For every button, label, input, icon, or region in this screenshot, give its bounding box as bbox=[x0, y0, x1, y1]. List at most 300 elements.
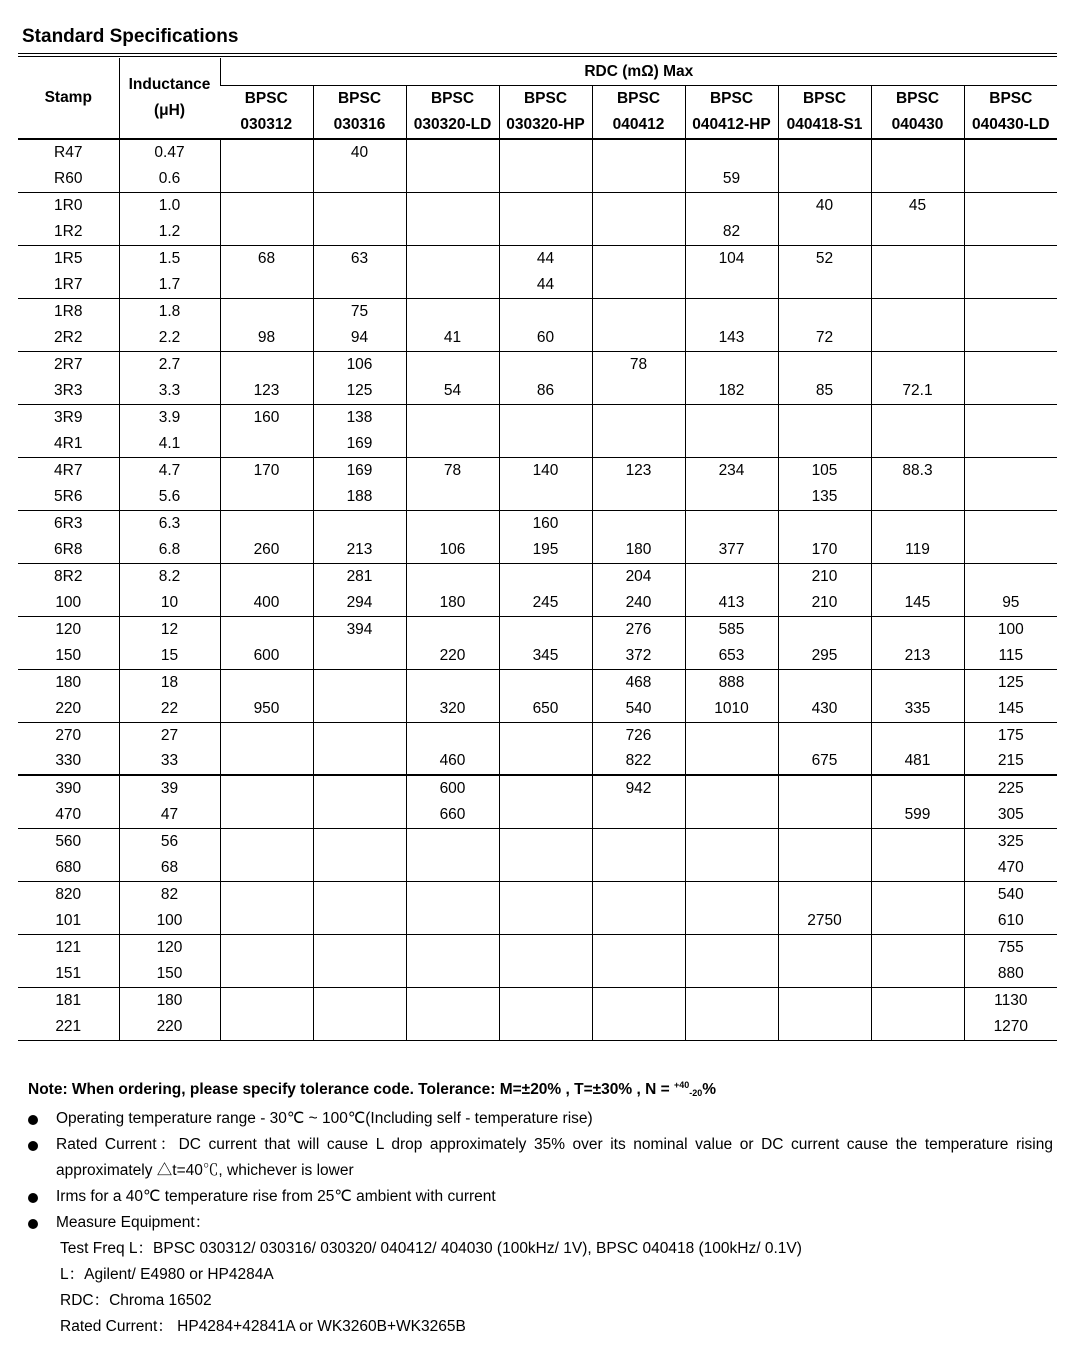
inductance-cell: 1.8 bbox=[119, 298, 220, 325]
rdc-cell bbox=[406, 139, 499, 166]
rdc-cell bbox=[592, 166, 685, 193]
column-header-series: BPSC bbox=[802, 90, 847, 107]
rdc-cell: 40 bbox=[778, 192, 871, 219]
table-row bbox=[18, 828, 1057, 855]
rdc-cell bbox=[871, 987, 964, 1014]
rdc-cell bbox=[313, 669, 406, 696]
rdc-cell bbox=[499, 139, 592, 166]
column-header-model: 030316 bbox=[333, 116, 386, 133]
rdc-cell bbox=[220, 484, 313, 511]
table-row bbox=[18, 802, 1057, 829]
rdc-cell bbox=[313, 510, 406, 537]
rdc-cell bbox=[685, 1014, 778, 1041]
column-header-series: BPSC bbox=[430, 90, 475, 107]
rdc-cell bbox=[871, 272, 964, 299]
rdc-cell bbox=[964, 457, 1057, 484]
rdc-cell: 295 bbox=[778, 643, 871, 670]
inductance-cell: 27 bbox=[119, 722, 220, 749]
column-header-series: BPSC bbox=[989, 90, 1033, 107]
rdc-cell: 123 bbox=[592, 457, 685, 484]
rdc-cell bbox=[313, 987, 406, 1014]
rdc-cell bbox=[871, 166, 964, 193]
rdc-cell bbox=[406, 192, 499, 219]
table-row bbox=[18, 510, 1057, 537]
rdc-cell bbox=[778, 855, 871, 882]
inductance-cell: 5.6 bbox=[119, 484, 220, 511]
column-header-model: 040418-S1 bbox=[786, 116, 863, 133]
note-bullet bbox=[28, 1184, 1053, 1210]
rdc-cell bbox=[499, 749, 592, 776]
inductance-cell: 33 bbox=[119, 749, 220, 776]
column-header-model: 030312 bbox=[240, 116, 293, 133]
rdc-cell: 276 bbox=[592, 616, 685, 643]
stamp-cell: 2R7 bbox=[54, 355, 83, 373]
column-header-series: BPSC bbox=[523, 90, 568, 107]
rdc-cell: 140 bbox=[499, 457, 592, 484]
rdc-cell bbox=[871, 908, 964, 935]
rdc-cell bbox=[964, 351, 1057, 378]
rdc-cell: 94 bbox=[313, 325, 406, 352]
inductance-cell: 2.7 bbox=[119, 351, 220, 378]
rdc-cell bbox=[964, 431, 1057, 458]
rdc-cell: 82 bbox=[685, 219, 778, 246]
rdc-cell bbox=[964, 537, 1057, 564]
rdc-cell bbox=[871, 510, 964, 537]
rdc-cell bbox=[778, 272, 871, 299]
stamp-cell: 8R2 bbox=[54, 567, 83, 585]
inductance-cell: 3.3 bbox=[119, 378, 220, 405]
rdc-cell: 105 bbox=[778, 457, 871, 484]
stamp-cell: 2R2 bbox=[18, 325, 119, 352]
rdc-cell bbox=[685, 908, 778, 935]
stamp-cell: 220 bbox=[18, 696, 119, 723]
stamp-cell: 6R3 bbox=[54, 514, 83, 532]
rdc-cell bbox=[220, 1014, 313, 1041]
title-rule-upper bbox=[18, 53, 1057, 54]
rdc-cell: 599 bbox=[871, 802, 964, 829]
rdc-cell: 377 bbox=[685, 537, 778, 564]
column-header-model: 030320-LD bbox=[413, 116, 492, 133]
rdc-cell bbox=[313, 828, 406, 855]
rdc-cell: 160 bbox=[499, 510, 592, 537]
rdc-cell bbox=[964, 298, 1057, 325]
rdc-cell bbox=[685, 802, 778, 829]
rdc-cell bbox=[685, 749, 778, 776]
stamp-cell: 5R6 bbox=[18, 484, 119, 511]
rdc-cell bbox=[871, 219, 964, 246]
rdc-cell bbox=[313, 166, 406, 193]
note-bullet bbox=[28, 1210, 1053, 1236]
inductance-cell: 1.7 bbox=[119, 272, 220, 299]
rdc-cell bbox=[685, 855, 778, 882]
rdc-cell: 40 bbox=[313, 139, 406, 166]
rdc-cell bbox=[592, 219, 685, 246]
rdc-cell bbox=[220, 616, 313, 643]
rdc-cell: 123 bbox=[220, 378, 313, 405]
inductance-header bbox=[119, 58, 220, 139]
rdc-cell: 650 bbox=[499, 696, 592, 723]
table-row bbox=[18, 563, 1057, 590]
rdc-cell: 372 bbox=[592, 643, 685, 670]
table-row bbox=[18, 192, 1057, 219]
rdc-cell bbox=[220, 166, 313, 193]
rdc-cell bbox=[964, 166, 1057, 193]
rdc-cell bbox=[778, 881, 871, 908]
rdc-cell: 204 bbox=[592, 563, 685, 590]
note-bullet bbox=[28, 1106, 1053, 1132]
rdc-cell bbox=[220, 510, 313, 537]
rdc-cell bbox=[685, 563, 778, 590]
rdc-cell: 1130 bbox=[964, 987, 1057, 1014]
rdc-cell bbox=[499, 166, 592, 193]
rdc-cell bbox=[499, 802, 592, 829]
column-header-model: 040430 bbox=[891, 116, 944, 133]
rdc-cell bbox=[220, 855, 313, 882]
inductance-cell: 4.1 bbox=[119, 431, 220, 458]
note-heading-text: Note: When ordering, please specify tolerance code. Tolerance: M=±20% , T=±30% , N = bbox=[28, 1081, 674, 1098]
rdc-cell: 106 bbox=[313, 351, 406, 378]
rdc-cell bbox=[220, 775, 313, 802]
rdc-cell bbox=[313, 643, 406, 670]
rdc-cell bbox=[778, 298, 871, 325]
table-row bbox=[18, 696, 1057, 723]
rdc-cell: 88.3 bbox=[871, 457, 964, 484]
rdc-cell bbox=[964, 325, 1057, 352]
stamp-cell: 330 bbox=[18, 749, 119, 776]
rdc-cell bbox=[592, 1014, 685, 1041]
rdc-cell bbox=[592, 245, 685, 272]
stamp-cell: 101 bbox=[18, 908, 119, 935]
notes-section bbox=[28, 1072, 1053, 1340]
rdc-cell bbox=[871, 431, 964, 458]
rdc-cell bbox=[685, 934, 778, 961]
rdc-cell: 169 bbox=[313, 431, 406, 458]
stamp-cell: 100 bbox=[18, 590, 119, 617]
rdc-cell: 610 bbox=[964, 908, 1057, 935]
rdc-cell bbox=[871, 563, 964, 590]
rdc-cell bbox=[685, 192, 778, 219]
rdc-cell bbox=[964, 378, 1057, 405]
stamp-cell: 4R7 bbox=[54, 461, 83, 479]
table-row bbox=[18, 219, 1057, 246]
rdc-cell bbox=[592, 484, 685, 511]
rdc-cell bbox=[871, 828, 964, 855]
rdc-cell: 942 bbox=[592, 775, 685, 802]
rdc-cell bbox=[220, 139, 313, 166]
rdc-cell bbox=[592, 510, 685, 537]
rdc-cell: 195 bbox=[499, 537, 592, 564]
note-bullet-text: Irms for a 40℃ temperature rise from 25℃ ambient with current bbox=[56, 1188, 496, 1205]
rdc-cell: 260 bbox=[220, 537, 313, 564]
rdc-cell: 98 bbox=[220, 325, 313, 352]
rdc-cell: 481 bbox=[871, 749, 964, 776]
stamp-cell: 6R8 bbox=[18, 537, 119, 564]
inductance-cell: 8.2 bbox=[119, 563, 220, 590]
table-row bbox=[18, 881, 1057, 908]
rdc-cell: 460 bbox=[406, 749, 499, 776]
stamp-cell: 150 bbox=[18, 643, 119, 670]
rdc-cell: 468 bbox=[592, 669, 685, 696]
stamp-cell: 1R7 bbox=[18, 272, 119, 299]
rdc-cell bbox=[220, 802, 313, 829]
stamp-cell: 1R8 bbox=[54, 302, 83, 320]
rdc-cell bbox=[313, 219, 406, 246]
rdc-cell bbox=[685, 722, 778, 749]
rdc-cell: 125 bbox=[964, 669, 1057, 696]
table-row bbox=[18, 590, 1057, 617]
table-row bbox=[18, 616, 1057, 643]
inductance-cell: 3.9 bbox=[119, 404, 220, 431]
stamp-cell: 1R2 bbox=[18, 219, 119, 246]
rdc-cell: 100 bbox=[964, 616, 1057, 643]
rdc-cell bbox=[499, 404, 592, 431]
rdc-cell: 653 bbox=[685, 643, 778, 670]
rdc-cell bbox=[685, 961, 778, 988]
rdc-cell: 170 bbox=[220, 457, 313, 484]
rdc-cell bbox=[778, 616, 871, 643]
inductance-cell: 82 bbox=[119, 881, 220, 908]
stamp-cell: 820 bbox=[55, 885, 82, 903]
rdc-cell: 52 bbox=[778, 245, 871, 272]
rdc-cell bbox=[871, 325, 964, 352]
table-row bbox=[18, 378, 1057, 405]
stamp-cell: 560 bbox=[55, 832, 82, 850]
rdc-cell bbox=[220, 272, 313, 299]
rdc-cell: 210 bbox=[778, 563, 871, 590]
rdc-cell: 1270 bbox=[964, 1014, 1057, 1041]
column-header-series: BPSC bbox=[337, 90, 382, 107]
page-title: Standard Specifications bbox=[22, 26, 239, 47]
rdc-cell bbox=[220, 987, 313, 1014]
rdc-cell bbox=[406, 908, 499, 935]
column-header-model: 030320-HP bbox=[506, 116, 585, 133]
rdc-cell bbox=[778, 431, 871, 458]
rdc-cell bbox=[499, 298, 592, 325]
rdc-cell: 294 bbox=[313, 590, 406, 617]
rdc-cell: 726 bbox=[592, 722, 685, 749]
rdc-cell bbox=[220, 192, 313, 219]
rdc-cell: 600 bbox=[220, 643, 313, 670]
rdc-header: RDC (mΩ) Max bbox=[220, 58, 1057, 86]
column-header-series: BPSC bbox=[616, 90, 661, 107]
rdc-cell: 585 bbox=[685, 616, 778, 643]
rdc-cell bbox=[871, 351, 964, 378]
column-header bbox=[871, 86, 964, 140]
rdc-cell: 182 bbox=[685, 378, 778, 405]
rdc-cell: 125 bbox=[313, 378, 406, 405]
rdc-cell bbox=[406, 616, 499, 643]
rdc-cell bbox=[685, 775, 778, 802]
title-rule-lower bbox=[18, 56, 1057, 57]
column-header bbox=[592, 86, 685, 140]
inductance-cell: 56 bbox=[119, 828, 220, 855]
stamp-header: Stamp bbox=[18, 58, 119, 139]
rdc-cell bbox=[778, 828, 871, 855]
table-row bbox=[18, 272, 1057, 299]
rdc-cell bbox=[871, 934, 964, 961]
rdc-cell bbox=[406, 855, 499, 882]
rdc-cell bbox=[592, 828, 685, 855]
rdc-cell: 59 bbox=[685, 166, 778, 193]
rdc-cell: 540 bbox=[592, 696, 685, 723]
inductance-cell: 39 bbox=[119, 775, 220, 802]
rdc-cell: 413 bbox=[685, 590, 778, 617]
rdc-cell: 225 bbox=[964, 775, 1057, 802]
rdc-cell: 115 bbox=[964, 643, 1057, 670]
header-row-top bbox=[18, 58, 1057, 86]
table-row bbox=[18, 669, 1057, 696]
table-row bbox=[18, 908, 1057, 935]
column-header bbox=[778, 86, 871, 140]
table-row bbox=[18, 722, 1057, 749]
rdc-cell bbox=[499, 219, 592, 246]
rdc-cell bbox=[592, 298, 685, 325]
table-row bbox=[18, 987, 1057, 1014]
rdc-cell bbox=[499, 616, 592, 643]
inductance-cell: 220 bbox=[119, 1014, 220, 1041]
rdc-cell: 888 bbox=[685, 669, 778, 696]
rdc-cell bbox=[499, 855, 592, 882]
rdc-cell bbox=[220, 219, 313, 246]
rdc-cell bbox=[220, 828, 313, 855]
stamp-cell: 4R1 bbox=[18, 431, 119, 458]
rdc-cell: 305 bbox=[964, 802, 1057, 829]
rdc-cell bbox=[592, 881, 685, 908]
rdc-cell: 68 bbox=[220, 245, 313, 272]
rdc-cell bbox=[964, 510, 1057, 537]
rdc-cell bbox=[778, 802, 871, 829]
rdc-cell: 210 bbox=[778, 590, 871, 617]
rdc-cell bbox=[778, 961, 871, 988]
rdc-cell bbox=[871, 298, 964, 325]
rdc-cell: 44 bbox=[499, 245, 592, 272]
rdc-cell bbox=[685, 484, 778, 511]
rdc-cell: 320 bbox=[406, 696, 499, 723]
rdc-cell bbox=[406, 510, 499, 537]
rdc-cell bbox=[592, 404, 685, 431]
inductance-cell: 6.8 bbox=[119, 537, 220, 564]
inductance-cell: 47 bbox=[119, 802, 220, 829]
rdc-cell: 106 bbox=[406, 537, 499, 564]
rdc-cell: 394 bbox=[313, 616, 406, 643]
bullet-dot-icon bbox=[28, 1115, 38, 1125]
rdc-cell bbox=[220, 934, 313, 961]
rdc-cell bbox=[778, 166, 871, 193]
rdc-cell: 60 bbox=[499, 325, 592, 352]
rdc-cell bbox=[220, 298, 313, 325]
tolerance-sup: +40 bbox=[673, 1080, 690, 1090]
table-row bbox=[18, 855, 1057, 882]
rdc-cell bbox=[313, 192, 406, 219]
rdc-cell bbox=[871, 722, 964, 749]
column-header-series: BPSC bbox=[895, 90, 940, 107]
rdc-cell bbox=[871, 855, 964, 882]
rdc-cell bbox=[406, 351, 499, 378]
rdc-cell: 85 bbox=[778, 378, 871, 405]
rdc-cell bbox=[685, 881, 778, 908]
inductance-cell: 0.47 bbox=[119, 139, 220, 166]
rdc-cell bbox=[220, 749, 313, 776]
rdc-cell: 78 bbox=[406, 457, 499, 484]
table-row bbox=[18, 1014, 1057, 1041]
rdc-cell bbox=[964, 245, 1057, 272]
rdc-cell: 345 bbox=[499, 643, 592, 670]
rdc-cell bbox=[313, 696, 406, 723]
rdc-cell bbox=[592, 192, 685, 219]
rdc-cell bbox=[406, 404, 499, 431]
rdc-cell bbox=[406, 431, 499, 458]
bullet-dot-icon bbox=[28, 1193, 38, 1203]
rdc-cell bbox=[313, 749, 406, 776]
inductance-cell: 15 bbox=[119, 643, 220, 670]
stamp-cell: 470 bbox=[18, 802, 119, 829]
note-bullet-text: Measure Equipment： bbox=[56, 1214, 211, 1231]
rdc-cell bbox=[871, 961, 964, 988]
rdc-cell: 400 bbox=[220, 590, 313, 617]
rdc-cell: 215 bbox=[964, 749, 1057, 776]
rdc-cell bbox=[313, 802, 406, 829]
rdc-cell bbox=[964, 192, 1057, 219]
stamp-cell: 390 bbox=[55, 779, 82, 797]
rdc-cell: 335 bbox=[871, 696, 964, 723]
column-header-series: BPSC bbox=[709, 90, 754, 107]
table-row bbox=[18, 325, 1057, 352]
rdc-cell: 660 bbox=[406, 802, 499, 829]
rdc-cell bbox=[313, 961, 406, 988]
rdc-cell bbox=[871, 775, 964, 802]
stamp-cell: R47 bbox=[54, 143, 83, 161]
rdc-cell bbox=[964, 484, 1057, 511]
rdc-cell bbox=[406, 272, 499, 299]
table-row bbox=[18, 404, 1057, 431]
inductance-cell: 2.2 bbox=[119, 325, 220, 352]
rdc-cell: 44 bbox=[499, 272, 592, 299]
rdc-cell bbox=[592, 325, 685, 352]
stamp-cell: R60 bbox=[18, 166, 119, 193]
rdc-cell bbox=[220, 908, 313, 935]
rdc-cell: 169 bbox=[313, 457, 406, 484]
bullet-dot-icon bbox=[28, 1141, 38, 1151]
rdc-cell bbox=[406, 934, 499, 961]
rdc-cell bbox=[313, 881, 406, 908]
note-bullet-text: Operating temperature range - 30℃ ~ 100℃(Including self - temperature rise) bbox=[56, 1110, 593, 1127]
equipment-line: L：Agilent/ E4980 or HP4284A bbox=[60, 1266, 274, 1283]
rdc-cell: 75 bbox=[313, 298, 406, 325]
rdc-cell bbox=[499, 351, 592, 378]
rdc-cell bbox=[871, 616, 964, 643]
table-row bbox=[18, 166, 1057, 193]
rdc-cell: 104 bbox=[685, 245, 778, 272]
rdc-cell bbox=[778, 987, 871, 1014]
spec-table-body bbox=[18, 139, 1057, 1040]
rdc-cell bbox=[592, 431, 685, 458]
rdc-cell bbox=[220, 881, 313, 908]
table-row bbox=[18, 139, 1057, 166]
inductance-header-label: Inductance bbox=[128, 76, 211, 93]
tolerance-percent: % bbox=[702, 1081, 717, 1098]
spec-table bbox=[18, 58, 1057, 1041]
rdc-cell bbox=[499, 828, 592, 855]
column-header-model: 040412-HP bbox=[692, 116, 771, 133]
rdc-cell bbox=[778, 1014, 871, 1041]
rdc-cell bbox=[499, 484, 592, 511]
rdc-cell bbox=[406, 881, 499, 908]
inductance-cell: 100 bbox=[119, 908, 220, 935]
rdc-cell bbox=[499, 431, 592, 458]
rdc-cell bbox=[499, 192, 592, 219]
stamp-cell: 121 bbox=[55, 938, 82, 956]
rdc-cell: 880 bbox=[964, 961, 1057, 988]
